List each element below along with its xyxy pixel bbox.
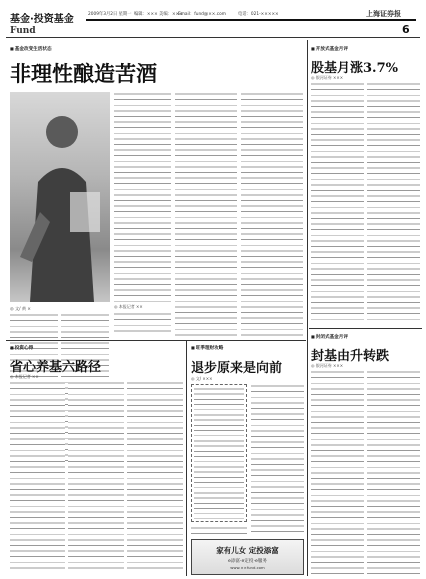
newspaper-brand: 上海证券报 bbox=[366, 9, 401, 18]
right-bottom-headline: 封基由升转跌 bbox=[311, 349, 390, 364]
photo-illustration bbox=[10, 92, 110, 302]
section-name-en: Fund bbox=[10, 26, 36, 36]
right-top-headline: 股基月涨3.7% bbox=[311, 61, 398, 76]
header-bar bbox=[86, 19, 416, 21]
article3-divider bbox=[186, 341, 187, 576]
right-bottom-byline: ◎ 银河证券 ××× bbox=[311, 363, 344, 368]
main-article-byline: ◎ 本报记者 ×× bbox=[114, 304, 143, 309]
page-header bbox=[0, 0, 426, 40]
article2-col1 bbox=[10, 381, 65, 573]
main-article-headline: 非理性酿造苦酒 bbox=[10, 61, 157, 86]
main-article-caption: ◎ 文/ 黄 × bbox=[10, 306, 31, 311]
article3-col1 bbox=[191, 526, 247, 536]
right-top-byline: ◎ 银河证券 ××× bbox=[311, 75, 344, 80]
article2-tag: ■ 投资心得 bbox=[10, 345, 33, 351]
right-top-col1 bbox=[311, 82, 364, 322]
article2-headline: 省心养基六路径 bbox=[10, 360, 102, 375]
quote-box-text bbox=[194, 387, 244, 519]
section-name: 基金·投资基金 bbox=[10, 14, 74, 25]
right-column-divider bbox=[307, 40, 308, 576]
right-bottom-col2 bbox=[367, 370, 420, 575]
advertisement[interactable] bbox=[191, 539, 304, 575]
ad-subtitle: e添富·e定投·e服务 bbox=[228, 559, 267, 564]
article3-byline: ◎ 文/ ××× bbox=[191, 376, 213, 381]
phone-line: 电话：021-××××× bbox=[238, 12, 279, 17]
right-top-col2 bbox=[367, 82, 420, 322]
page-number: 6 bbox=[402, 23, 410, 36]
right-top-tag: ■ 开放式基金月评 bbox=[311, 46, 348, 52]
editor-line: 编辑：××× 美编：××× bbox=[134, 12, 183, 17]
main-article-col3 bbox=[114, 92, 171, 302]
article3-quote-box bbox=[191, 384, 247, 522]
ad-title: 家有儿女 定投添富 bbox=[216, 546, 279, 555]
right-column-mid-rule bbox=[309, 328, 422, 329]
right-bottom-tag: ■ 封闭式基金月评 bbox=[311, 334, 348, 340]
email-line: Email：fund@××.com bbox=[178, 12, 226, 17]
article2-col3 bbox=[127, 381, 183, 573]
article3-col2 bbox=[251, 384, 304, 536]
illustration-figure bbox=[10, 92, 110, 302]
main-article-bottom-rule bbox=[6, 340, 306, 341]
main-article-tag: ■ 基金改变生活状态 bbox=[10, 46, 52, 52]
main-article-col4 bbox=[114, 312, 171, 336]
main-article-col6 bbox=[241, 92, 303, 336]
article2-col2 bbox=[68, 381, 124, 573]
article3-headline: 退步原来是向前 bbox=[191, 361, 283, 376]
right-bottom-col1 bbox=[311, 370, 364, 575]
article2-byline: ◎ 本报记者 ×× bbox=[10, 374, 39, 379]
header-rule bbox=[6, 37, 420, 38]
article3-tag: ■ 旺季理财攻略 bbox=[191, 345, 223, 351]
ad-site: www.××fund.com bbox=[230, 565, 265, 570]
main-article-col5 bbox=[175, 92, 237, 336]
date-line: 2009年3月2日 星期一 bbox=[88, 12, 132, 17]
